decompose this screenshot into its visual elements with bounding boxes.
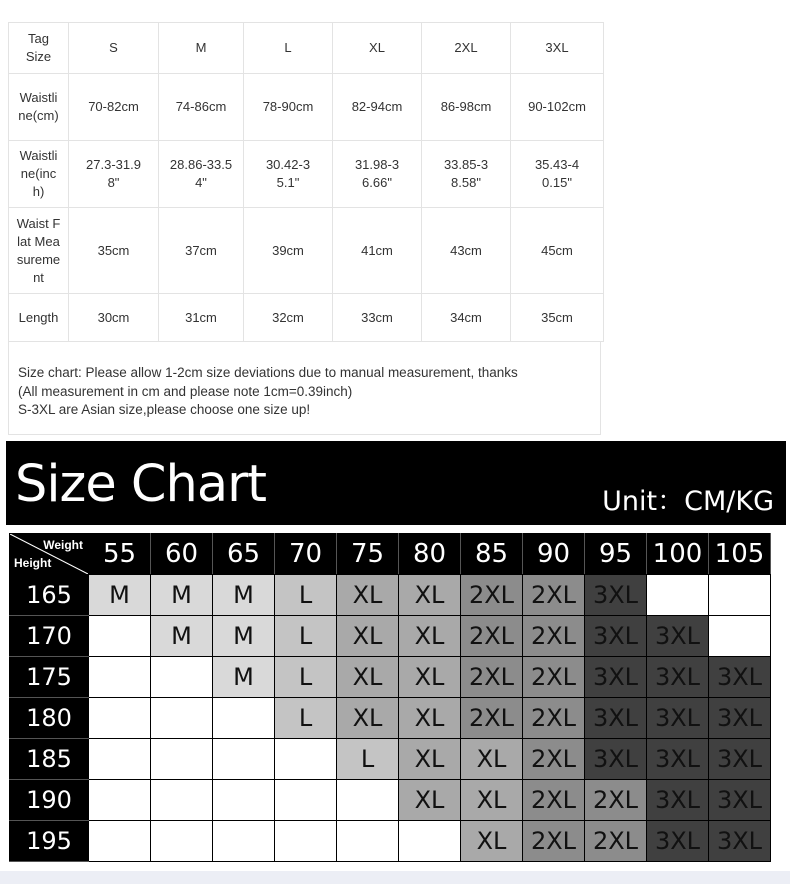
size-cell: 3XL <box>709 780 771 821</box>
size-cell: 2XL <box>523 698 585 739</box>
table-cell: 35.43-40.15" <box>511 141 604 208</box>
table-cell: 30.42-35.1" <box>244 141 333 208</box>
weight-header-row <box>10 534 771 575</box>
table-cell: 45cm <box>511 208 604 294</box>
size-cell: M <box>89 575 151 616</box>
note-line: S-3XL are Asian size,please choose one size up! <box>18 402 311 417</box>
size-cell <box>151 780 213 821</box>
height-label: Height <box>14 556 52 570</box>
table-cell: 41cm <box>333 208 422 294</box>
size-cell <box>89 780 151 821</box>
weight-header: 80 <box>399 534 461 575</box>
size-chart-title: Size Chart <box>15 455 267 514</box>
bottom-strip <box>0 871 790 884</box>
table-header-row <box>9 23 604 74</box>
size-cell: M <box>151 575 213 616</box>
table-row <box>9 141 604 208</box>
size-cell <box>399 821 461 862</box>
size-cell: 3XL <box>709 698 771 739</box>
size-cell <box>89 698 151 739</box>
size-cell: 3XL <box>585 575 647 616</box>
size-header: L <box>244 23 333 74</box>
row-label: Length <box>9 294 69 342</box>
size-cell: 2XL <box>523 616 585 657</box>
height-row <box>10 698 771 739</box>
row-label: Waist Flat Measurement <box>9 208 69 294</box>
size-cell: 2XL <box>585 780 647 821</box>
size-grid <box>9 533 771 862</box>
size-grid-table <box>9 533 771 862</box>
weight-header: 100 <box>647 534 709 575</box>
table-cell: 43cm <box>422 208 511 294</box>
size-cell: L <box>275 698 337 739</box>
size-cell <box>709 575 771 616</box>
unit-label: Unit：CM/KG <box>602 486 774 517</box>
table-cell: 34cm <box>422 294 511 342</box>
size-cell: XL <box>461 780 523 821</box>
size-cell <box>647 575 709 616</box>
size-cell <box>151 657 213 698</box>
row-label: Waistline(inch) <box>9 141 69 208</box>
height-label-cell: 175 <box>10 657 89 698</box>
size-cell: 2XL <box>523 821 585 862</box>
size-cell: 3XL <box>647 739 709 780</box>
tag-size-header: Tag Size <box>9 23 69 74</box>
measurement-table-section <box>8 22 603 435</box>
size-cell <box>89 821 151 862</box>
size-cell <box>337 821 399 862</box>
height-row <box>10 657 771 698</box>
size-cell <box>275 739 337 780</box>
corner-cell <box>10 534 89 575</box>
height-row <box>10 575 771 616</box>
weight-header: 105 <box>709 534 771 575</box>
size-cell: XL <box>399 739 461 780</box>
size-cell <box>213 780 275 821</box>
height-label-cell: 165 <box>10 575 89 616</box>
size-cell: XL <box>399 780 461 821</box>
size-cell: XL <box>337 616 399 657</box>
weight-label: Weight <box>43 538 83 552</box>
size-cell: 3XL <box>647 821 709 862</box>
size-cell: 2XL <box>523 780 585 821</box>
size-cell: L <box>337 739 399 780</box>
size-cell: 2XL <box>585 821 647 862</box>
table-cell: 90-102cm <box>511 74 604 141</box>
size-cell: 3XL <box>647 657 709 698</box>
height-label-cell: 170 <box>10 616 89 657</box>
size-cell <box>275 780 337 821</box>
size-cell: XL <box>399 575 461 616</box>
size-chart-banner <box>6 441 786 525</box>
table-cell: 32cm <box>244 294 333 342</box>
size-cell: 2XL <box>461 657 523 698</box>
table-cell: 74-86cm <box>159 74 244 141</box>
table-cell: 30cm <box>69 294 159 342</box>
size-cell <box>709 616 771 657</box>
table-cell: 37cm <box>159 208 244 294</box>
size-cell: 3XL <box>647 698 709 739</box>
weight-header: 70 <box>275 534 337 575</box>
size-cell <box>213 821 275 862</box>
size-cell: L <box>275 657 337 698</box>
size-cell: 2XL <box>523 739 585 780</box>
table-cell: 78-90cm <box>244 74 333 141</box>
size-cell <box>89 616 151 657</box>
note-line: Size chart: Please allow 1-2cm size deviations due to manual measurement, thanks <box>18 365 518 380</box>
table-cell: 70-82cm <box>69 74 159 141</box>
height-label-cell: 180 <box>10 698 89 739</box>
note-line: (All measurement in cm and please note 1cm=0.39inch) <box>18 383 353 399</box>
size-cell: XL <box>399 698 461 739</box>
table-cell: 33.85-38.58" <box>422 141 511 208</box>
table-cell: 82-94cm <box>333 74 422 141</box>
height-label-cell: 195 <box>10 821 89 862</box>
size-cell <box>89 657 151 698</box>
size-cell: 2XL <box>461 616 523 657</box>
size-header: M <box>159 23 244 74</box>
size-header: XL <box>333 23 422 74</box>
size-cell <box>275 821 337 862</box>
size-cell <box>213 698 275 739</box>
weight-header: 65 <box>213 534 275 575</box>
height-row <box>10 821 771 862</box>
size-cell: 2XL <box>523 575 585 616</box>
size-cell: 3XL <box>709 821 771 862</box>
size-cell: 3XL <box>709 739 771 780</box>
size-cell: M <box>213 575 275 616</box>
size-cell: 2XL <box>461 698 523 739</box>
size-cell: 3XL <box>647 616 709 657</box>
size-header: S <box>69 23 159 74</box>
height-row <box>10 780 771 821</box>
table-row <box>9 74 604 141</box>
weight-header: 85 <box>461 534 523 575</box>
height-row <box>10 739 771 780</box>
table-row <box>9 208 604 294</box>
size-cell: 3XL <box>585 616 647 657</box>
size-cell: XL <box>337 657 399 698</box>
table-cell: 33cm <box>333 294 422 342</box>
measurement-table <box>8 22 604 342</box>
table-cell: 31.98-36.66" <box>333 141 422 208</box>
size-cell: 3XL <box>585 698 647 739</box>
size-cell: XL <box>399 657 461 698</box>
size-cell: M <box>213 616 275 657</box>
size-cell <box>89 739 151 780</box>
row-label: Waistline(cm) <box>9 74 69 141</box>
size-cell: M <box>151 616 213 657</box>
size-cell: 2XL <box>523 657 585 698</box>
size-header: 2XL <box>422 23 511 74</box>
size-cell: L <box>275 616 337 657</box>
size-cell <box>151 821 213 862</box>
height-row <box>10 616 771 657</box>
size-cell: 3XL <box>709 657 771 698</box>
weight-header: 95 <box>585 534 647 575</box>
size-cell: XL <box>337 698 399 739</box>
table-row <box>9 294 604 342</box>
size-cell <box>337 780 399 821</box>
size-cell: XL <box>461 739 523 780</box>
size-cell: XL <box>461 821 523 862</box>
size-header: 3XL <box>511 23 604 74</box>
size-cell: XL <box>399 616 461 657</box>
table-cell: 35cm <box>511 294 604 342</box>
weight-header: 55 <box>89 534 151 575</box>
weight-header: 75 <box>337 534 399 575</box>
size-cell <box>151 698 213 739</box>
table-cell: 27.3-31.98" <box>69 141 159 208</box>
size-cell <box>213 739 275 780</box>
table-cell: 35cm <box>69 208 159 294</box>
size-cell <box>151 739 213 780</box>
table-cell: 39cm <box>244 208 333 294</box>
weight-header: 90 <box>523 534 585 575</box>
height-label-cell: 185 <box>10 739 89 780</box>
size-cell: 3XL <box>585 739 647 780</box>
table-cell: 86-98cm <box>422 74 511 141</box>
size-cell: M <box>213 657 275 698</box>
size-cell: 2XL <box>461 575 523 616</box>
height-label-cell: 190 <box>10 780 89 821</box>
size-cell: L <box>275 575 337 616</box>
size-cell: XL <box>337 575 399 616</box>
weight-header: 60 <box>151 534 213 575</box>
size-notes <box>8 342 601 435</box>
size-cell: 3XL <box>585 657 647 698</box>
table-cell: 31cm <box>159 294 244 342</box>
table-cell: 28.86-33.54" <box>159 141 244 208</box>
size-cell: 3XL <box>647 780 709 821</box>
